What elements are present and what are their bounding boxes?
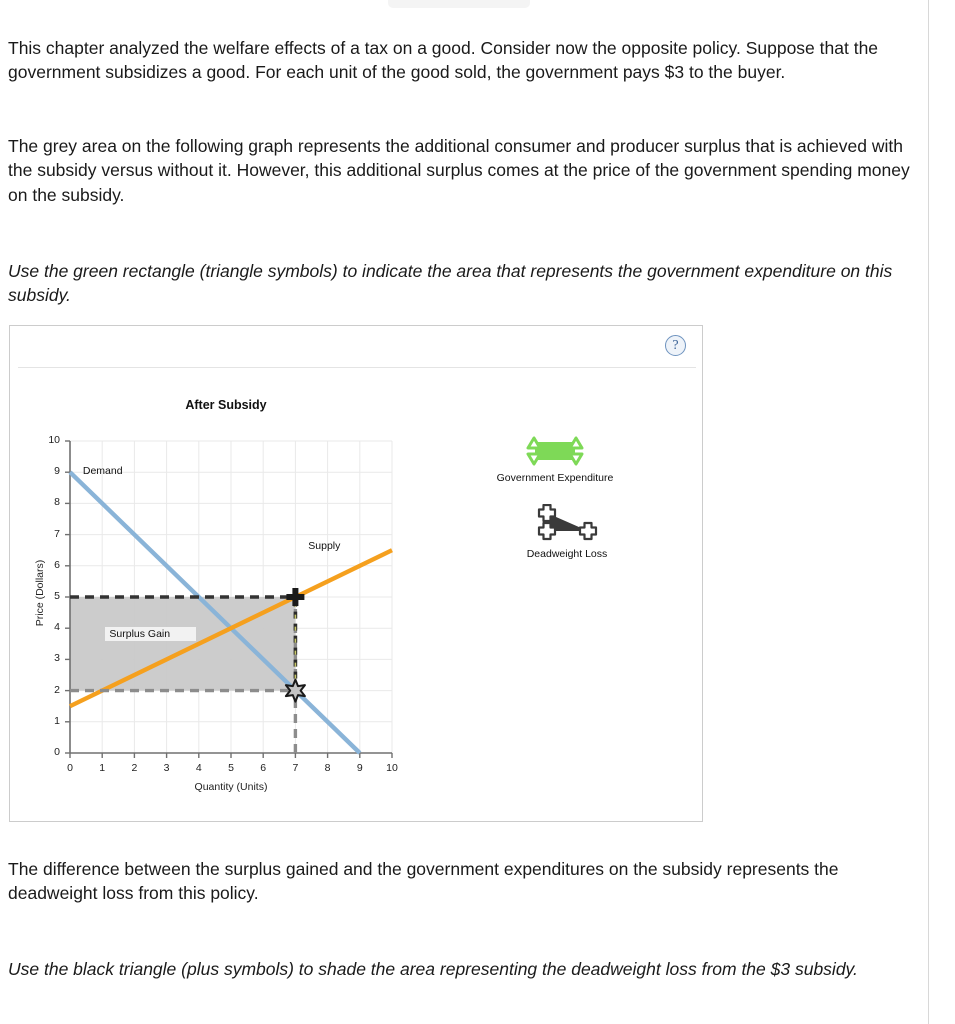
y-axis-tick-label: 7 bbox=[54, 527, 60, 540]
curve-label-supply: Supply bbox=[308, 540, 341, 553]
cut-off-toolbar-chip bbox=[388, 0, 530, 8]
page-gutter-fill bbox=[929, 0, 955, 1024]
x-axis-tick-label: 7 bbox=[292, 762, 299, 774]
paragraph-difference: The difference between the surplus gained and the government expenditures on the subsidy represents the deadweight loss from this policy. bbox=[8, 859, 839, 904]
y-axis-tick-label: 8 bbox=[54, 496, 60, 509]
chart-title: After Subsidy bbox=[185, 398, 267, 412]
paragraph-intro: This chapter analyzed the welfare effects of a tax on a good. Consider now the opposite policy. Suppose that the government subsidizes a good. For each unit of the good sold, the government pays $3 to the buyer. bbox=[8, 38, 879, 83]
question-mark-icon[interactable]: ? bbox=[665, 335, 686, 356]
plot-svg[interactable] bbox=[10, 326, 704, 823]
shaded-region-label: Surplus Gain bbox=[105, 627, 196, 641]
y-axis-tick-label: 2 bbox=[54, 683, 60, 696]
legend-item-government-expenditure[interactable] bbox=[455, 434, 655, 484]
y-axis-tick-label: 1 bbox=[54, 714, 60, 727]
x-axis-tick-label: 10 bbox=[386, 762, 398, 774]
y-axis-tick-label: 3 bbox=[54, 652, 60, 665]
x-axis-tick-label: 5 bbox=[228, 762, 234, 774]
legend-label: Deadweight Loss bbox=[526, 548, 608, 560]
x-axis-tick-label: 3 bbox=[163, 762, 170, 774]
y-axis-title: Price (Dollars) bbox=[34, 559, 46, 627]
y-axis-tick-label: 6 bbox=[54, 558, 60, 571]
x-axis-tick-label: 2 bbox=[131, 762, 138, 774]
instruction-green-rectangle: Use the green rectangle (triangle symbols) to indicate the area that represents the government expenditure on this subsidy. bbox=[8, 261, 893, 306]
x-axis-tick-label: 9 bbox=[356, 762, 363, 774]
y-axis-tick-label: 4 bbox=[54, 621, 60, 634]
x-axis-tick-label: 8 bbox=[324, 762, 331, 774]
graph-panel bbox=[9, 325, 703, 822]
x-axis-title: Quantity (Units) bbox=[194, 781, 268, 793]
plot-area[interactable] bbox=[10, 326, 704, 823]
paragraph-grey-area: The grey area on the following graph represents the additional consumer and producer surplus that is achieved with the subsidy versus without it. However, this additional surplus comes at the price of the government spending money on the subsidy. bbox=[8, 136, 910, 205]
black-triangle-plus-handles-icon[interactable] bbox=[534, 504, 600, 544]
curve-label-demand: Demand bbox=[82, 465, 123, 478]
green-rectangle-triangle-handles-icon[interactable] bbox=[524, 434, 586, 468]
y-axis-tick-label: 10 bbox=[48, 434, 60, 446]
legend-label: Government Expenditure bbox=[496, 472, 614, 484]
instruction-black-triangle: Use the black triangle (plus symbols) to shade the area representing the deadweight loss from the $3 subsidy. bbox=[8, 959, 858, 979]
y-axis-tick-label: 9 bbox=[54, 465, 60, 478]
y-axis-tick-label: 0 bbox=[54, 746, 60, 758]
x-axis-tick-label: 1 bbox=[99, 762, 106, 774]
legend-item-deadweight-loss[interactable] bbox=[467, 504, 667, 560]
x-axis-tick-label: 4 bbox=[195, 762, 202, 774]
x-axis-tick-label: 0 bbox=[67, 762, 73, 774]
y-axis-tick-label: 5 bbox=[54, 590, 60, 602]
x-axis-tick-label: 6 bbox=[260, 762, 267, 774]
